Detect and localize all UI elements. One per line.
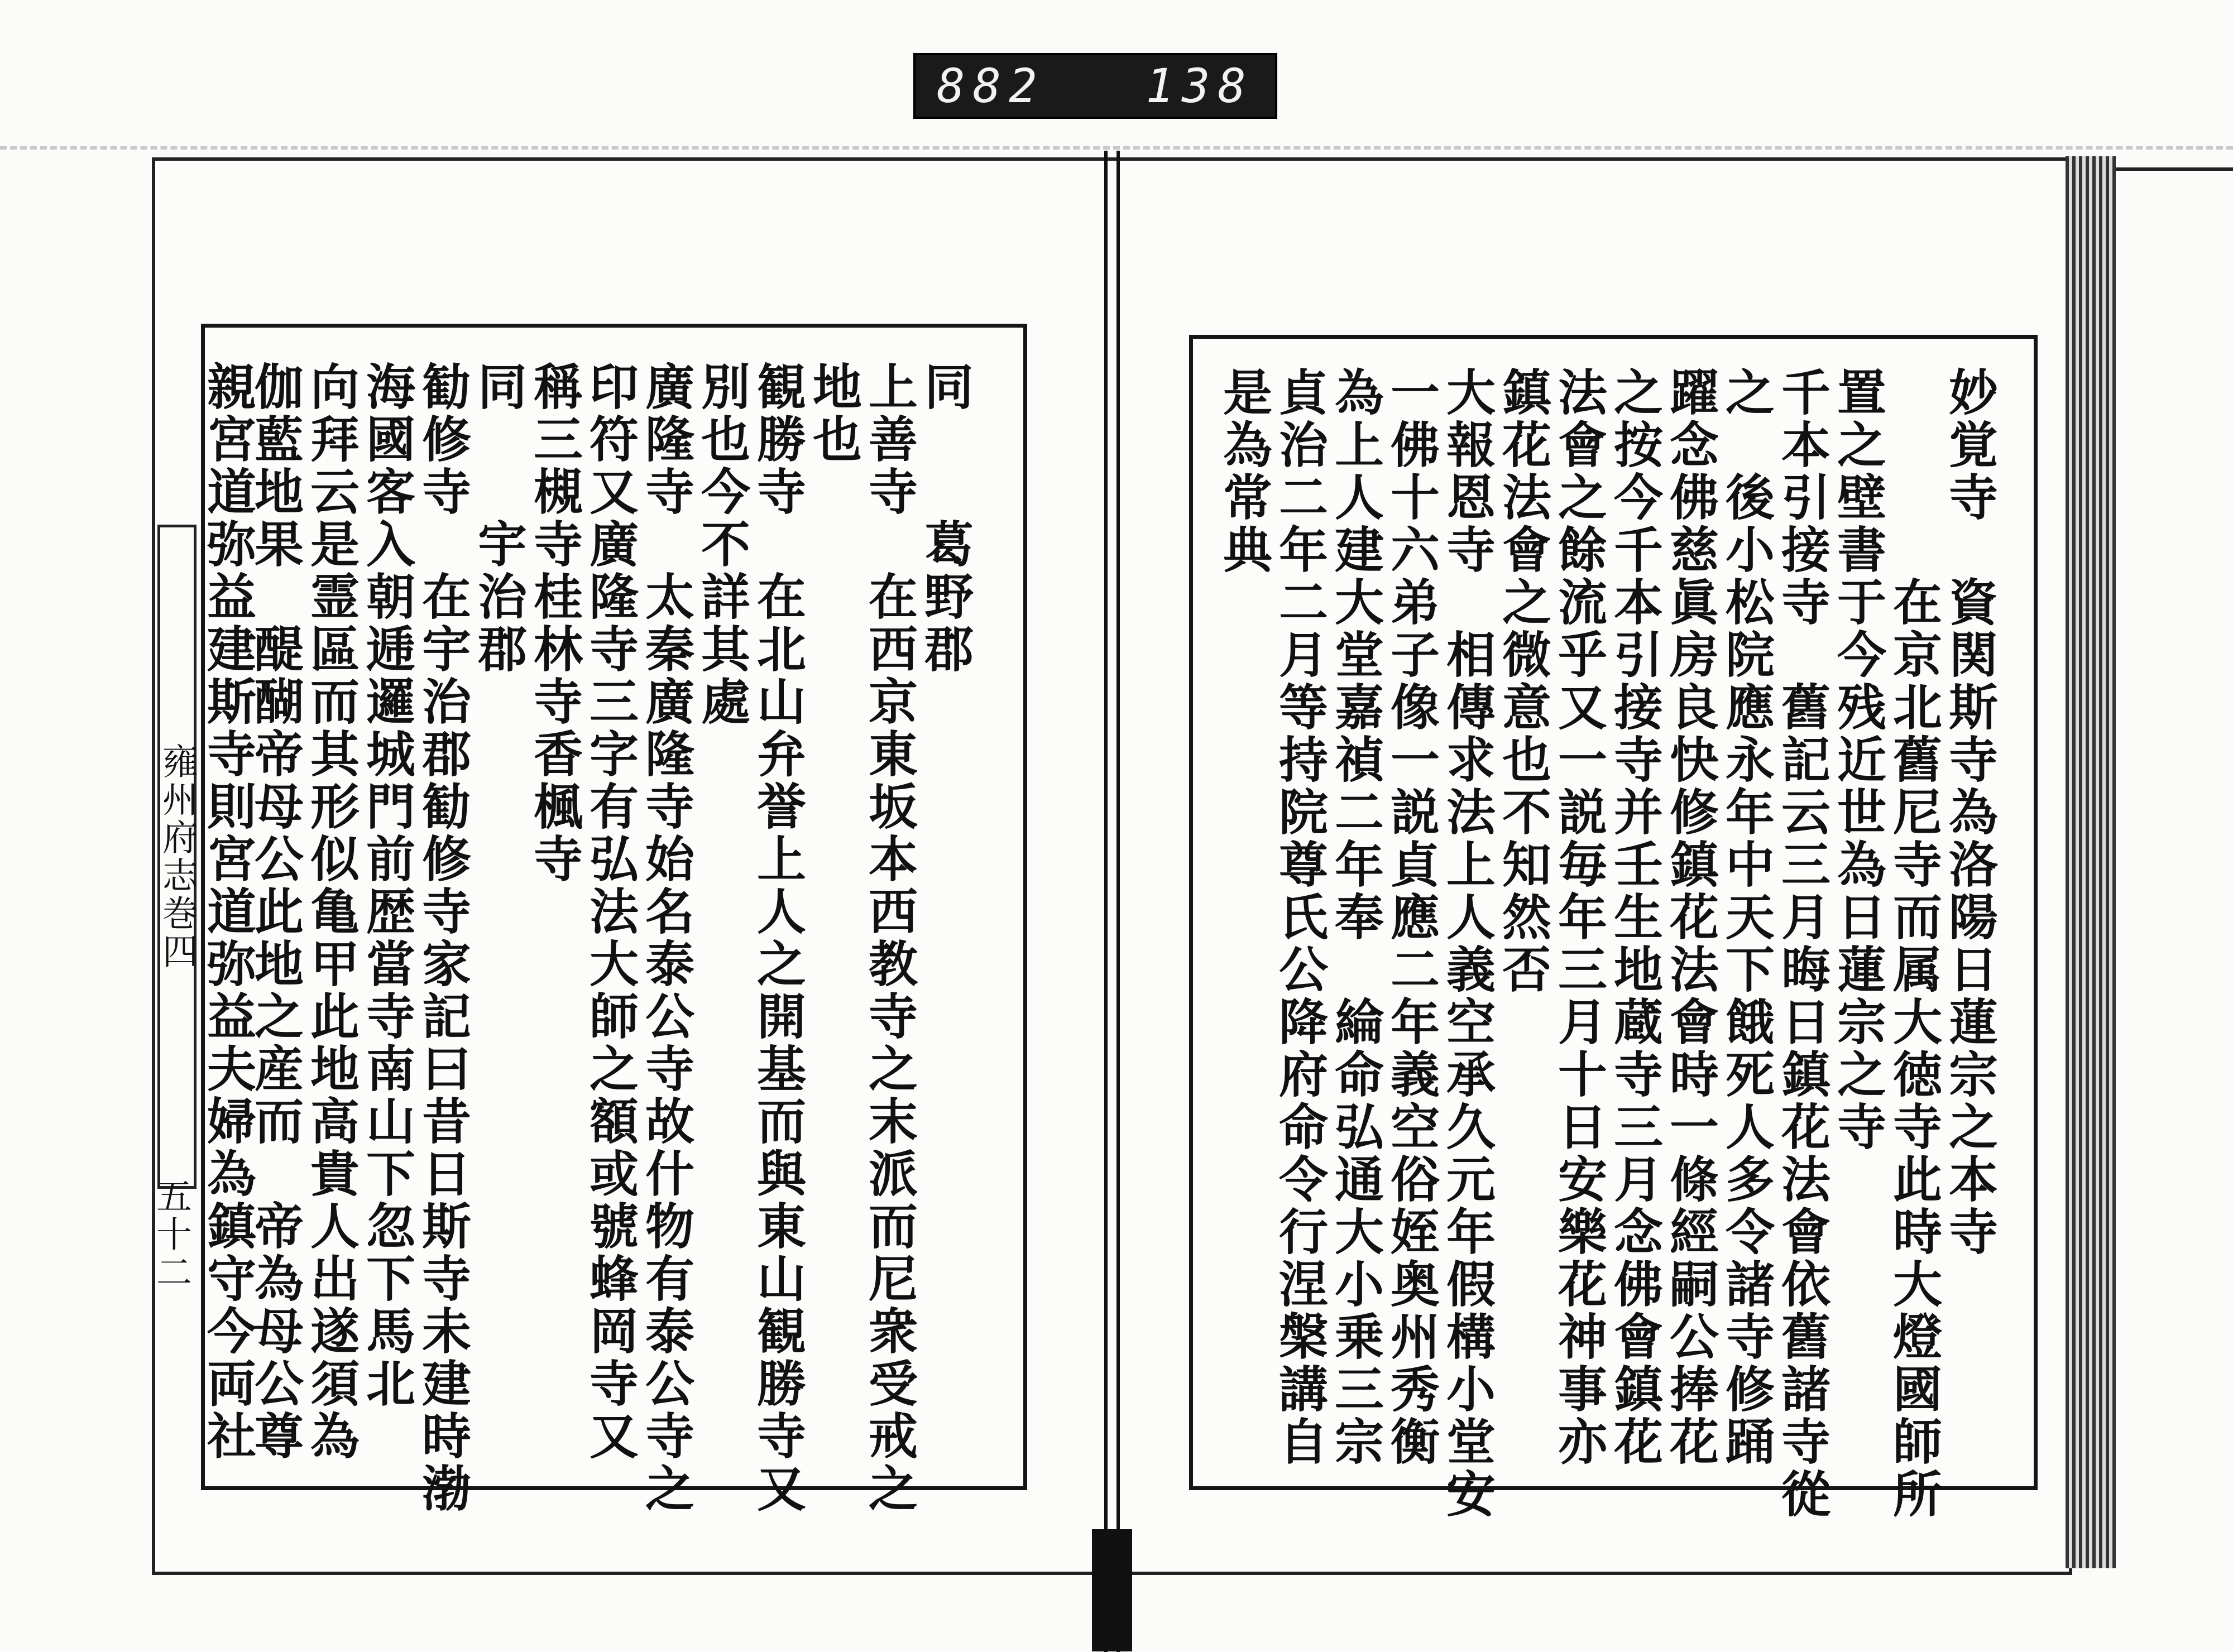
- book-gutter: [1104, 151, 1120, 1652]
- left-text-frame: [199, 324, 1027, 1515]
- text-column: 地也: [805, 361, 863, 466]
- text-column: 向拜云是霊區而其形似亀甲此地高貴人出遂須為: [303, 361, 361, 1463]
- text-column: 廣隆寺 太秦廣隆寺始名泰公寺故什物有泰公寺之: [638, 361, 696, 1515]
- text-column: 貞治二年二月等持院尊氏公降府命令行涅槃講自: [1271, 367, 1329, 1468]
- text-column: 千本引接寺 舊記云三月晦日鎮花法會依舊諸寺從: [1774, 367, 1832, 1521]
- text-column: 之按今千本引接寺并壬生地蔵寺三月念佛會鎮花: [1606, 367, 1664, 1468]
- text-column: 置之壁書于今残近世為日蓮宗之寺: [1829, 367, 1887, 1154]
- text-column: 上善寺 在西京東坂本西教寺之末派而尼衆受戒之: [861, 361, 919, 1515]
- text-column: 是為常典: [1215, 367, 1273, 577]
- left-page-side-title: 雍州府志巻四: [157, 525, 197, 1189]
- text-column: 海國客入朝逓邏城門前歴當寺南山下忽下馬北: [358, 361, 416, 1410]
- text-column: 大報恩寺 相傳求法上人義空承久元年假構小堂安: [1439, 367, 1497, 1521]
- text-column: 稱三槻寺桂林寺香楓寺: [526, 361, 584, 886]
- reel-number: 882: [937, 59, 1045, 113]
- text-column: 親宮道弥益建斯寺則宮道弥益夫婦為鎮守今両社: [199, 361, 257, 1463]
- left-page-folio: 五十二: [150, 1178, 191, 1291]
- text-column: 同 葛野郡: [917, 361, 975, 676]
- binding-clip: [1092, 1529, 1132, 1651]
- scan-top-line: [0, 146, 2233, 150]
- text-column: 躍念佛慈眞房良快修鎮花法會時一條經嗣公捧花: [1662, 367, 1720, 1468]
- text-column: 鎮花法會之微意也不知然否: [1494, 367, 1552, 996]
- text-column: 為上人建大堂嘉禎二年奉 綸命弘通大小乗三宗: [1327, 367, 1385, 1468]
- text-column: 在京北舊尼寺而属大徳寺此時大燈國師所: [1885, 367, 1943, 1521]
- text-column: 同 宇治郡: [470, 361, 528, 676]
- text-column: 別也今不詳其處: [693, 361, 751, 728]
- film-frame-label: [913, 53, 1277, 119]
- text-column: 観勝寺 在北山弁誉上人之開基而與東山観勝寺又: [749, 361, 807, 1515]
- page-stack-edge: [2066, 156, 2116, 1568]
- frame-number: 138: [1146, 59, 1254, 113]
- text-column: 印符又廣隆寺三字有弘法大師之額或號蜂岡寺又: [582, 361, 640, 1463]
- right-text-frame: [1189, 335, 2038, 1521]
- text-column: 伽藍地果 醍醐帝母公此地之産而 帝為母公尊: [247, 361, 305, 1463]
- text-column: 妙覚寺 資関斯寺為洛陽日蓮宗之本寺: [1941, 367, 1999, 1259]
- text-column: 勧修寺 在宇治郡勧修寺家記曰昔日斯寺未建時渤: [414, 361, 472, 1515]
- text-column: 法會之餘流乎又一説毎年三月十日安樂花神事亦: [1550, 367, 1608, 1468]
- text-column: 一佛十六弟子像一説貞應二年義空俗姪奥州秀衡: [1383, 367, 1441, 1468]
- text-column: 之 後小松院應永年中天下餓死人多令諸寺修踊: [1718, 367, 1776, 1468]
- binder-line: [2116, 167, 2233, 171]
